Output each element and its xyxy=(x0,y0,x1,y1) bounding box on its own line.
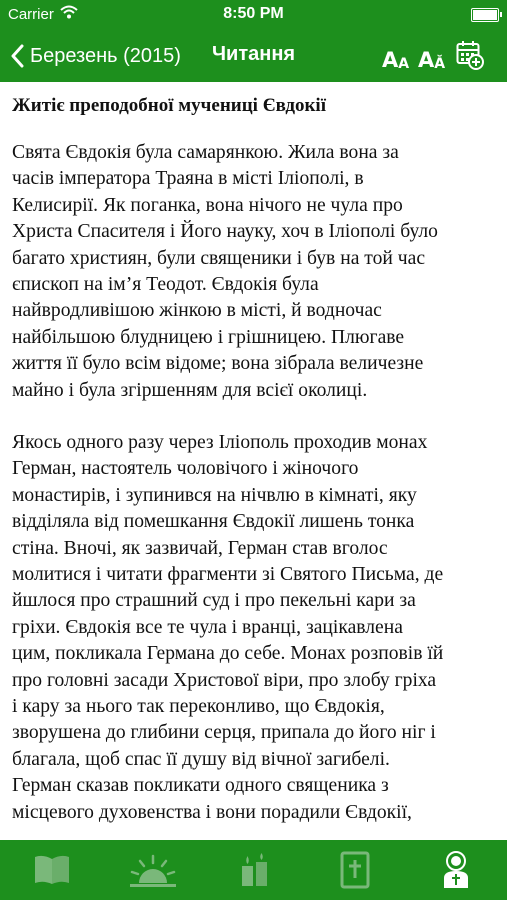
font-decrease-button[interactable]: A A xyxy=(382,48,410,72)
paragraph-line: Герман сказав покликати одного священика з xyxy=(12,775,389,797)
paragraph-line: монастирів, і зупинився на нічвлю в кімнаті, яку xyxy=(12,484,417,506)
calendar-add-icon xyxy=(456,40,484,70)
font-decrease-label: A xyxy=(382,48,399,72)
chevron-left-icon xyxy=(10,44,24,68)
paragraph-line: Якось одного разу через Іліополь проходив монах xyxy=(12,432,428,453)
paragraph-line: і кару за нього так переконливо, що Євдокія, xyxy=(12,696,385,718)
paragraph-line: молитися і читати фрагменти зі Святого Письма, де xyxy=(12,564,444,586)
paragraph-line: про головні засади Христової віри, про злобу гріха xyxy=(12,669,437,691)
paragraph-line: майно і була згіршенням для всієї околиці. xyxy=(12,379,368,401)
paragraph-line: гріхи. Євдокія все те чула і вранці, зацікавлена xyxy=(12,616,403,638)
book-icon xyxy=(32,853,72,887)
paragraph-line: зворушена до глибини серця, припала до його ніг і xyxy=(12,722,436,744)
paragraph-line: цим, покликала Германа до себе. Монах розповів їй xyxy=(12,643,444,665)
candles-icon xyxy=(234,852,274,888)
paragraph-line: відділяла від помешкання Євдокії лишень тонка xyxy=(12,511,415,533)
status-bar xyxy=(0,0,507,30)
tab-saint[interactable] xyxy=(431,848,481,892)
tab-sunrise[interactable] xyxy=(128,848,178,892)
paragraph-line: найбільшою блудницею і грішницею. Плюгаве xyxy=(12,326,405,348)
sunrise-icon xyxy=(130,853,176,887)
paragraph-line: благала, щоб спас її душу від вічної загибелі. xyxy=(12,748,390,770)
article-paragraph-2 xyxy=(12,430,502,826)
tab-book[interactable] xyxy=(27,848,77,892)
calendar-add-button[interactable] xyxy=(456,40,484,75)
paragraph-line: Герман, настоятель чоловічого і жіночого xyxy=(12,458,359,480)
carrier-label: Carrier xyxy=(8,6,54,23)
paragraph-line: життя її було всім відоме; вона зібрала величезне xyxy=(12,353,424,375)
tab-bible[interactable] xyxy=(330,848,380,892)
paragraph-line: Христа Спасителя і Його науку, хоч в Іліополі було xyxy=(12,221,438,243)
paragraph-line: Келисирії. Як поганка, вона нічого не чула про xyxy=(12,194,403,216)
back-button-label: Березень (2015) xyxy=(30,44,181,67)
status-time: 8:50 PM xyxy=(223,5,284,22)
battery-icon xyxy=(471,8,499,22)
paragraph-line: стіна. Вночі, як зазвичай, Герман став вголос xyxy=(12,537,388,559)
article-title: Житіє преподобної мучениці Євдокії xyxy=(12,95,326,116)
tab-bar xyxy=(0,840,507,900)
font-increase-button[interactable]: A Ă xyxy=(418,48,446,72)
tab-candles[interactable] xyxy=(229,848,279,892)
paragraph-line: часів імператора Траяна в місті Іліополі, в xyxy=(12,168,364,190)
paragraph-line: місцевого духовенства і вони порадили Євдокії, xyxy=(12,801,412,823)
saint-icon xyxy=(439,850,473,890)
page-title: Читання xyxy=(212,43,296,65)
bible-icon xyxy=(338,851,372,889)
font-increase-label: A xyxy=(418,48,435,72)
back-button[interactable] xyxy=(10,40,181,72)
paragraph-line: єпископ на ім’я Теодот. Євдокія була xyxy=(12,274,319,296)
navigation-bar xyxy=(0,30,507,82)
article-paragraph-1 xyxy=(12,140,502,404)
paragraph-line: багато християн, були священики і був на той час xyxy=(12,247,426,269)
paragraph-line: Свята Євдокія була самарянкою. Жила вона за xyxy=(12,142,399,163)
paragraph-line: найвродливішою жінкою в місті, й водночас xyxy=(12,300,382,322)
reading-content[interactable] xyxy=(0,82,507,840)
paragraph-line: йшлося про страшний суд і про пекельні кари за xyxy=(12,590,416,612)
